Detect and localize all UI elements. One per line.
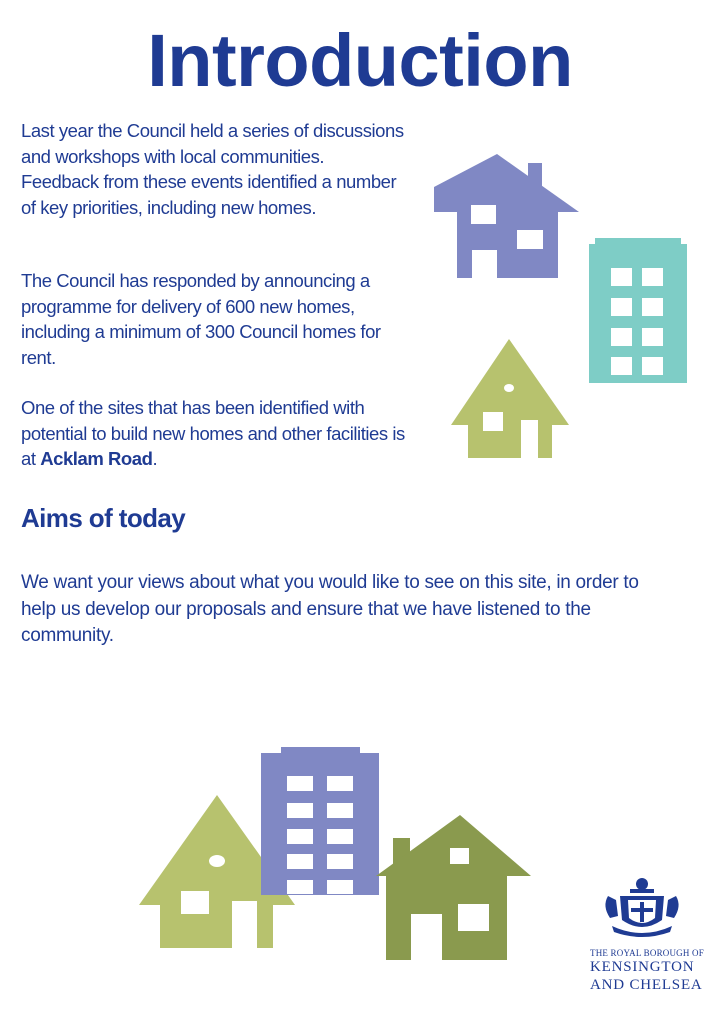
logo-line-1: THE ROYAL BOROUGH OF — [590, 948, 704, 958]
logo-line-3: AND CHELSEA — [590, 977, 703, 993]
crest-icon — [598, 876, 698, 940]
purple-tower-icon — [261, 747, 379, 895]
site-name: Acklam Road — [40, 448, 153, 469]
green-house-icon — [451, 339, 569, 458]
intro-paragraph-3-text: One of the sites that has been identified with potential to build new homes and other facilities is at — [21, 397, 405, 469]
aims-heading: Aims of today — [21, 503, 186, 533]
borough-crest — [598, 876, 698, 945]
logo-line-2: KENSINGTON — [590, 959, 695, 975]
olive-house-icon — [376, 815, 531, 960]
intro-paragraph-2: The Council has responded by announcing a programme for delivery of 600 new homes, including a minimum of 300 Council homes for rent. — [21, 270, 381, 368]
teal-tower-icon — [589, 238, 687, 383]
aims-body: We want your views about what you would like to see on this site, in order to help us develop our proposals and ensure that we have listened to the community. — [21, 572, 639, 646]
intro-paragraph-1: Last year the Council held a series of discussions and workshops with local communities. Feedback from these events identified a number of key priorities, including new homes. — [21, 120, 404, 218]
intro-paragraph-3-end: . — [152, 448, 158, 469]
purple-house-icon — [434, 154, 579, 278]
page-title: Introduction — [147, 19, 573, 102]
